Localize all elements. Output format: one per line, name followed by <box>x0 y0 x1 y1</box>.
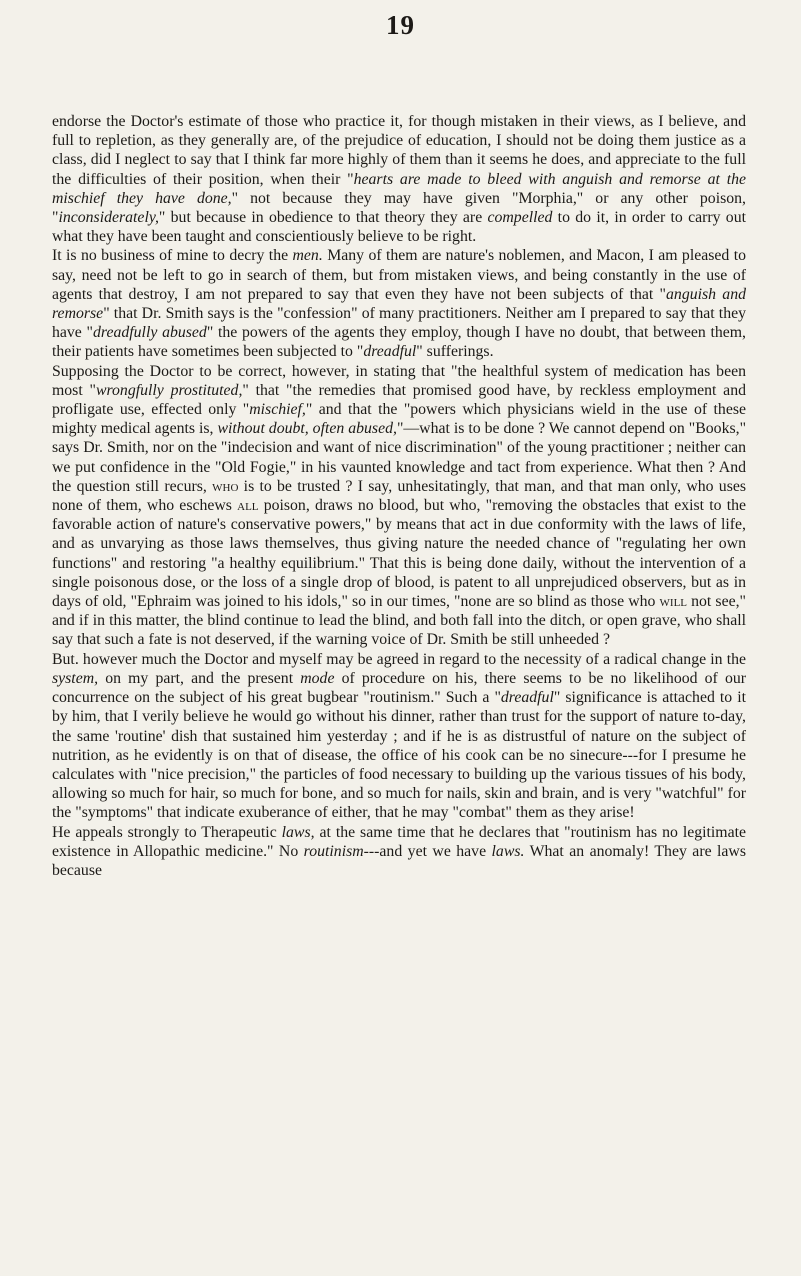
italic-run: hearts are made to bleed with anguish and remorse at the mischief they have done, <box>52 170 746 207</box>
italic-run: without doubt, often abused, <box>217 420 397 438</box>
text-run: " that "the remedies that promised good have, by reckless employment and profligate use, effected only " <box>52 381 746 419</box>
text-run: of procedure on his, there seems to be no likelihood of our concurrence on the subject of his great bugbear "routinism." Such a " <box>52 669 746 707</box>
italic-run: compelled <box>487 209 553 227</box>
text-run: is to be trusted ? I say, unhesitatingly, that man, and that man only, who uses none of them, who eschews <box>52 477 746 515</box>
italic-run: system, <box>52 669 99 687</box>
text-run: Many of them are nature's noblemen, and Macon, I am pleased to say, need not be left to go in search of them, but from mistaken views, and being constantly in the use of agents that destroy, I am not prepared to say that even they have not been subjects of that " <box>52 247 746 303</box>
text-run: It is no business of mine to decry the <box>52 247 293 265</box>
italic-run: dreadful <box>363 343 417 361</box>
text-run: He appeals strongly to Therapeutic <box>52 823 282 841</box>
italic-run: mischief, <box>249 401 306 419</box>
paragraph <box>52 246 746 361</box>
text-run: But. however much the Doctor and myself may be agreed in regard to the necessity of a radical change in the <box>52 650 746 668</box>
italic-run: inconsiderately, <box>58 209 159 227</box>
text-run: ---and yet we have <box>363 842 492 860</box>
italic-run: wrongfully prostituted, <box>95 381 243 399</box>
italic-run: routinism <box>303 842 364 860</box>
italic-run: laws, <box>281 823 315 841</box>
text-run: " sufferings. <box>416 343 494 361</box>
italic-run: dreadful <box>500 689 554 707</box>
text-run: poison, draws no blood, but who, "removing the obstacles that exist to the favorable action of nature's conservative powers," by means that act in due conformity with the laws of life, and as unvarying as those laws themselves, thus giving nature the needed chance of "regulating her own functions" and restoring "a healthy equilibrium." That this is being done daily, without the intervention of a single poisonous dose, or the loss of a single drop of blood, is patent to all unprejudiced observers, but as in days of old, "Ephraim was joined to his idols," so in our times, "none are so blind as those who <box>52 497 746 611</box>
italic-run: laws. <box>491 842 525 860</box>
smallcaps-run: who <box>212 477 239 495</box>
text-run: What an anomaly! They are laws because <box>52 842 746 879</box>
text-run: " and that the "powers which physicians wield in the use of these mighty medical agents is, <box>52 401 747 438</box>
body-text <box>52 112 746 880</box>
paragraph <box>52 112 746 246</box>
paragraph <box>52 823 746 881</box>
text-run: at the same time that he declares that "routinism has no legitimate existence in Allopathic medicine." No <box>52 823 746 860</box>
smallcaps-run: all <box>237 497 259 515</box>
text-run: " but because in obedience to that theory they are <box>158 209 488 227</box>
page-number: 19 <box>386 10 415 40</box>
text-run: " not because they may have given "Morphia," or any other poison, " <box>52 189 746 227</box>
text-run: " significance is attached to it by him, that I verily believe he would go without his dinner, rather than trust for the support of nature to-day, the same 'routine' dish that sustained him yesterday ; and if he is as distrustful of nature on the subject of nutrition, as he evidently is on that of disease, the office of his cook can be no sinecure---for I presume he calculates with "nice precision," the particles of food necessary to building up the various tissues of his body, allowing so much for hair, so much for bone, and so much for nails, skin and brain, and is very "watchful" for the "symptoms" that indicate exuberance of either, that he may "combat" them as they arise! <box>52 689 747 822</box>
italic-run: mode <box>300 669 335 687</box>
text-run: on my part, and the present <box>98 669 301 687</box>
text-run: not see," and if in this matter, the blind continue to lead the blind, and both fall into the ditch, or open grave, who shall say that such a fate is not deserved, if the warning voice of Dr. Smith be still unheeded ? <box>52 593 747 649</box>
text-run: " that Dr. Smith says is the "confession" of many practitioners. Neither am I prepared to say that they have " <box>52 305 746 342</box>
text-run: "—what is to be done ? We cannot depend on "Books," says Dr. Smith, nor on the "indecision and want of nice discrimination" of the young practitioner ; neither can we put confidence in the "Old Fogie," in his vaunted knowledge and tact from experience. What then ? And the question still recurs, <box>52 420 747 495</box>
text-run: to do it, in order to carry out what they have been taught and conscientiously believe to be right. <box>52 209 746 246</box>
paragraph <box>52 362 746 650</box>
italic-run: men. <box>292 247 323 265</box>
text-run: endorse the Doctor's estimate of those who practice it, for though mistaken in their views, as I believe, and full to repletion, as they generally are, of the prejudice of education, I should not be doing them justice as a class, did I neglect to say that I think far more highly of them than it seems he does, and appreciate to the full the difficulties of their position, when their " <box>52 113 746 188</box>
smallcaps-run: will <box>659 593 688 611</box>
italic-run: dreadfully abused <box>93 324 207 342</box>
text-run: Supposing the Doctor to be correct, however, in stating that "the healthful system of medication has been most " <box>52 362 746 399</box>
text-run: " the powers of the agents they employ, though I have no doubt, that between them, their patients have sometimes been subjected to " <box>52 324 747 361</box>
paragraph <box>52 650 746 823</box>
italic-run: anguish and remorse <box>52 285 746 323</box>
